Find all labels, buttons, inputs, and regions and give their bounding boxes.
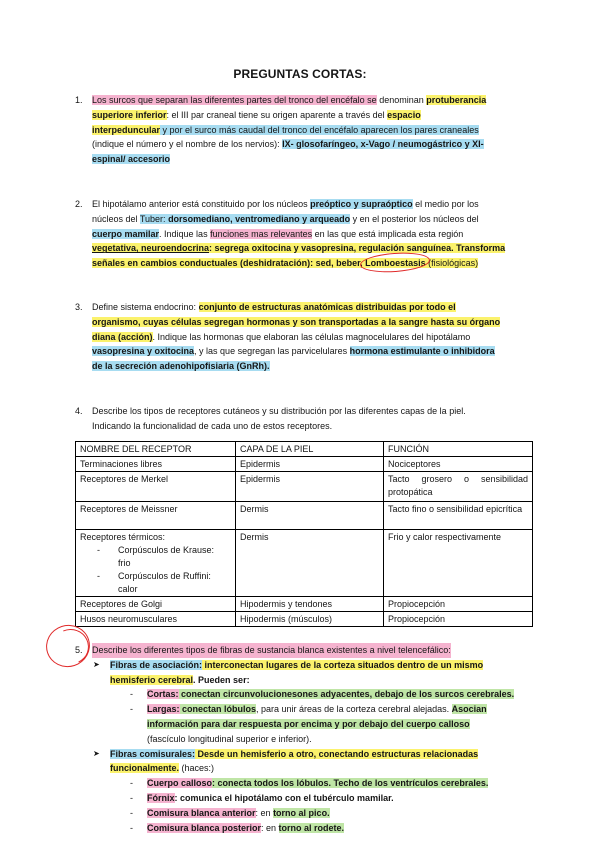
receptor-name-cell: Receptores de Meissner (76, 502, 236, 530)
dash-item-line (75, 821, 575, 836)
text-segment: : en (255, 807, 274, 818)
highlighted-question-text: funciones mas relevantes (210, 228, 313, 239)
highlighted-answer-text: organismo, cuyas células segregan hormonas y son transportadas a la sangre hasta su órgano (92, 316, 501, 327)
receptor-name-cell: Husos neuromusculares (76, 612, 236, 627)
highlighted-answer-text: hormona estimulante o inhibidora (349, 346, 495, 357)
highlighted-answer-text: cuerpo mamilar (92, 228, 160, 239)
arrow-bullet-icon: ➤ (93, 659, 100, 669)
text-segment: denominan (376, 95, 427, 105)
highlighted-answer-text: señales en cambios conductuales (deshidratación): sed, beber, (92, 258, 366, 269)
dash-item-text (147, 732, 312, 747)
receptor-subitem-label: Corpúsculos de Krause: (118, 545, 215, 555)
text-segment: (indique el número y el nombre de los nervios): (92, 139, 283, 150)
text-line (92, 256, 505, 271)
text-segment: Describe los tipos de receptores cutáneos y su distribución por las diferentes capas de la piel. (92, 406, 466, 416)
highlighted-answer-text: torno al pico. (273, 807, 330, 818)
skin-layer-cell: Dermis (236, 502, 384, 530)
text-line (92, 419, 466, 434)
arrow-bullet-icon: ➤ (93, 748, 100, 758)
highlighted-answer-text: IX- glosofaríngeo, x-Vago / neumogástrico y XI- (282, 139, 484, 150)
dash-item-line (75, 806, 575, 821)
text-segment: y en el posterior los núcleos del (350, 213, 479, 224)
highlighted-answer-text: funcionalmente. (110, 763, 180, 774)
highlighted-term: Fibras de asociación: (110, 659, 203, 670)
text-line (92, 404, 466, 419)
column-header: CAPA DE LA PIEL (236, 442, 384, 457)
text-segment: núcleos del (92, 213, 140, 224)
text-line (92, 359, 500, 374)
receptor-table (75, 441, 533, 627)
skin-layer-cell: Hipodermis y tendones (236, 597, 384, 612)
column-header: NOMBRE DEL RECEPTOR (76, 442, 236, 457)
highlighted-answer-text: protuberancia (426, 95, 487, 105)
text-line (92, 93, 486, 108)
highlighted-answer-text: interpeduncular (92, 124, 161, 135)
question-number: 5. (75, 645, 83, 655)
page-title: PREGUNTAS CORTAS: (233, 67, 367, 81)
function-cell: Tacto fino o sensibilidad epicrítica (384, 502, 533, 530)
function-cell: Propiocepción (384, 597, 533, 612)
dash-item-line (75, 791, 575, 806)
table-row (76, 457, 533, 472)
highlighted-answer-text: Desde un hemisferio a otro, conectando estructuras relacionadas (195, 748, 479, 759)
text-line (92, 152, 486, 167)
highlighted-term: Comisura blanca anterior (147, 807, 256, 818)
dash-item-line (75, 717, 575, 732)
question-number: 2. (75, 199, 83, 209)
highlighted-answer-text: Asocian (451, 704, 487, 715)
question-number: 4. (75, 406, 83, 416)
highlighted-answer-text: diana (acción) (92, 331, 153, 342)
receptor-subitem-value: calor (118, 584, 138, 594)
highlighted-answer-text: de la secreción adenohipofisiaria (GnRh). (92, 361, 270, 372)
highlighted-answer-text: torno al rodete. (278, 822, 345, 833)
text-line (92, 137, 486, 152)
text-segment: . Indique las hormonas que elaboran las células magnocelulares del hipotálamo (152, 331, 471, 342)
dash-item-text (147, 776, 488, 791)
dash-marker: - (130, 689, 133, 700)
dash-marker: - (130, 822, 133, 833)
text-segment: : en (261, 822, 279, 833)
dash-item-text (147, 806, 330, 821)
circled-word: Lomboestasis (365, 258, 426, 269)
bullet-text (110, 658, 483, 673)
dash-marker: - (130, 792, 133, 803)
highlighted-term: Cortas: (147, 689, 179, 700)
highlighted-answer-text: vasopresina y oxitocina (92, 346, 195, 357)
text-segment: hipotálamo con el tubérculo mamilar. (234, 792, 394, 803)
highlighted-answer-text: conectan lóbulos (179, 704, 257, 715)
question-text (92, 93, 486, 167)
receptor-subitem-value: frio (118, 558, 131, 568)
skin-layer-cell: Dermis (236, 530, 384, 597)
highlighted-question-text: y por el surco más caudal del tronco del encéfalo aparecen los pares craneales (160, 124, 479, 135)
text-segment: en las que está implicada esta región (312, 228, 464, 239)
table-row (76, 502, 533, 530)
text-line (92, 241, 505, 256)
bullet-line (75, 673, 575, 688)
text-line (92, 197, 505, 212)
receptor-group-label: Receptores térmicos: (80, 532, 166, 542)
dash-item-text (147, 821, 344, 836)
highlighted-answer-text: vegetativa, neuroendocrina (92, 243, 210, 254)
text-line (92, 300, 500, 315)
bullet-line (75, 761, 575, 776)
text-line (92, 227, 505, 242)
highlighted-term: Fórnix (147, 792, 175, 803)
dash-item-line (75, 702, 575, 717)
text-line (92, 123, 486, 138)
question-text (92, 197, 505, 271)
dash-item-text (147, 702, 487, 717)
highlighted-answer-text: Tuber: (139, 213, 166, 224)
text-segment: , para unir áreas de la corteza cerebral alejadas. (256, 704, 452, 715)
function-cell: Tacto grosero o sensibilidad protopática (384, 472, 533, 502)
receptor-name-cell: Receptores de Merkel (76, 472, 236, 502)
text-line (92, 108, 486, 123)
text-line (75, 643, 575, 658)
question-text (92, 300, 500, 374)
bullet-text (110, 747, 478, 762)
text-line (92, 315, 500, 330)
dash-marker: - (130, 704, 133, 715)
highlighted-answer-text: interconectan lugares de la corteza situados dentro de un mismo (202, 659, 484, 670)
question-text (92, 404, 466, 434)
highlighted-answer-text: espinal/ accesorio (92, 154, 171, 165)
dash-marker: - (130, 778, 133, 789)
table-row (76, 530, 533, 597)
text-segment: . Pueden ser: (193, 674, 250, 685)
highlighted-answer-text: información para dar respuesta por encima y por debajo del cuerpo calloso (147, 718, 470, 729)
highlighted-question-text: Describe los diferentes tipos de fibras de sustancia blanca existentes a nivel telencefálico: (92, 643, 451, 658)
function-cell: Frio y calor respectivamente (384, 530, 533, 597)
dash-item-text (147, 791, 394, 806)
text-segment: : el III par craneal tiene su origen aparente a través del (166, 109, 388, 120)
highlighted-term: Cuerpo calloso (147, 778, 213, 789)
question-number: 1. (75, 95, 83, 105)
skin-layer-cell: Hipodermis (músculos) (236, 612, 384, 627)
bullet-text (110, 673, 250, 688)
table-row (76, 472, 533, 502)
text-segment: (fascículo longitudinal superior e inferior). (147, 733, 312, 744)
bullet-text (110, 761, 214, 776)
text-line (92, 212, 505, 227)
dash-item-text (147, 687, 514, 702)
dash-item-line (75, 732, 575, 747)
question-5 (75, 643, 575, 835)
highlighted-term: Comisura blanca posterior (147, 822, 262, 833)
highlighted-answer-text: hemisferio cerebral (110, 674, 194, 685)
dash-item-line (75, 776, 575, 791)
receptor-name-cell: Terminaciones libres (76, 457, 236, 472)
highlighted-answer-text: dorsomediano, ventromediano y arqueado (165, 213, 351, 224)
function-cell: Nociceptores (384, 457, 533, 472)
receptor-subitem (80, 570, 231, 583)
table-row (76, 612, 533, 627)
highlighted-answer-text: (fisiológicas) (425, 258, 479, 269)
text-segment: . Indique las (159, 228, 211, 239)
highlighted-answer-text: : segrega oxitocina y vasopresina, regulación sanguínea. Transforma (209, 243, 506, 254)
receptor-name-cell (76, 530, 236, 597)
table-header-row (76, 442, 533, 457)
column-header: FUNCIÓN (384, 442, 533, 457)
highlighted-answer-text: : conecta todos los lóbulos. Techo de los ventrículos cerebrales. (212, 778, 489, 789)
dash-marker: - (97, 545, 100, 555)
highlighted-question-text: Los surcos que separan las diferentes partes del tronco del encéfalo se (92, 95, 377, 105)
table-row (76, 597, 533, 612)
text-segment: Define sistema endocrino: (92, 302, 199, 312)
highlighted-answer-text: conjunto de estructuras anatómicas distribuidas por todo el (198, 302, 456, 312)
highlighted-answer-text: espacio (387, 109, 421, 120)
question-number: 3. (75, 302, 83, 312)
receptor-subitem (80, 544, 231, 557)
text-line (92, 344, 500, 359)
text-segment: , y las que segregan las parvicelulares (194, 346, 350, 357)
text-segment: El hipotálamo anterior está constituido por los núcleos (92, 199, 311, 209)
receptor-name-cell: Receptores de Golgi (76, 597, 236, 612)
text-line (92, 330, 500, 345)
highlighted-answer-text: superiore inferior (92, 109, 167, 120)
bullet-line (75, 658, 575, 673)
skin-layer-cell: Epidermis (236, 457, 384, 472)
text-segment: el medio por los (412, 199, 479, 209)
dash-marker: - (97, 571, 100, 581)
function-cell: Propiocepción (384, 612, 533, 627)
dash-item-line (75, 687, 575, 702)
highlighted-answer-text: preóptico y supraóptico (310, 199, 413, 209)
highlighted-term: Fibras comisurales: (110, 748, 196, 759)
text-segment: (haces:) (179, 763, 215, 774)
bullet-line (75, 747, 575, 762)
text-segment: : comunica el (174, 792, 235, 803)
highlighted-term: Largas: (147, 704, 180, 715)
dash-item-text (147, 717, 470, 732)
skin-layer-cell: Epidermis (236, 472, 384, 502)
dash-marker: - (130, 807, 133, 818)
text-segment: Indicando la funcionalidad de cada uno de estos receptores. (92, 420, 333, 431)
highlighted-answer-text: conectan circunvolucionesones adyacentes, debajo de los surcos cerebrales. (178, 689, 515, 700)
receptor-subitem-label: Corpúsculos de Ruffini: (118, 571, 211, 581)
